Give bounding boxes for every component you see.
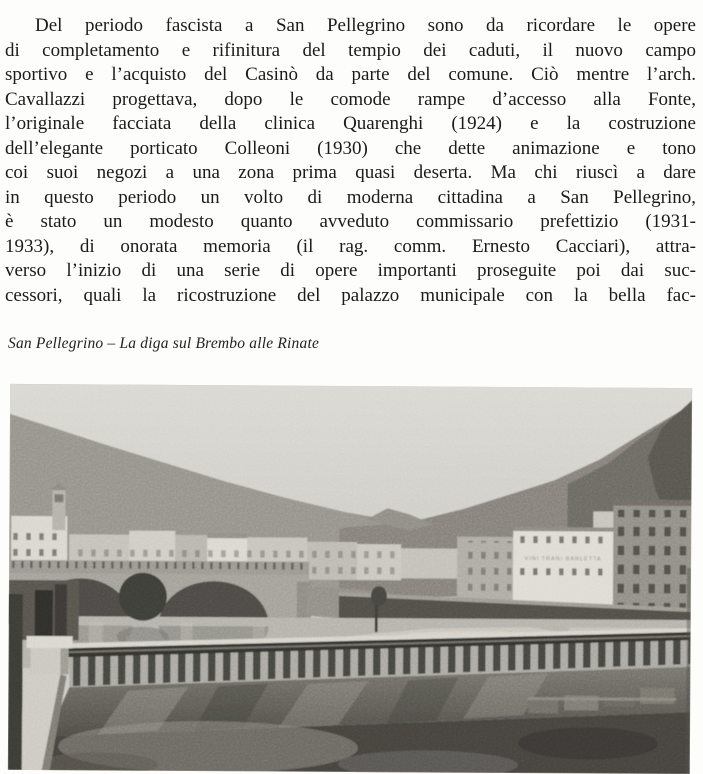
grain-overlay bbox=[8, 384, 692, 774]
body-text bbox=[0, 0, 703, 308]
paragraph-line: verso l’inizio di una serie di opere importanti proseguite poi dai suc- bbox=[5, 260, 696, 281]
paragraph-line: 1933), di onorata memoria (il rag. comm. Ernesto Cacciari), attra- bbox=[5, 235, 696, 257]
paragraph-line: l’originale facciata della clinica Quarenghi (1924) e la costruzione bbox=[5, 113, 696, 134]
paragraph-line: è stato un modesto quanto avveduto commissario prefettizio (1931- bbox=[5, 211, 696, 232]
photo-dam-brembo bbox=[8, 384, 692, 774]
paragraph-line: di completamento e rifinitura del tempio dei caduti, il nuovo campo bbox=[5, 39, 696, 61]
paragraph-line: dell’elegante porticato Colleoni (1930) che dette animazione e tono bbox=[5, 137, 696, 159]
building-sign-text: VINI TRANI BARLETTA bbox=[524, 556, 602, 563]
paragraph-line: Cavallazzi progettava, dopo le comode rampe d’accesso alla Fonte, bbox=[5, 88, 696, 110]
paragraph-line: in questo periodo un volto di moderna cittadina a San Pellegrino, bbox=[5, 186, 696, 208]
paragraph-line: cessori, quali la ricostruzione del palazzo municipale con la bella fac- bbox=[5, 284, 696, 306]
paragraph-line: sportivo e l’acquisto del Casinò da parte del comune. Ciò mentre l’arch. bbox=[5, 64, 696, 85]
paragraph-line: coi suoi negozi a una zona prima quasi deserta. Ma chi riuscì a dare bbox=[5, 162, 696, 183]
paragraph-line: Del periodo fascista a San Pellegrino sono da ricordare le opere bbox=[35, 15, 696, 36]
photo-caption: San Pellegrino – La diga sul Brembo alle Rinate bbox=[8, 335, 320, 352]
